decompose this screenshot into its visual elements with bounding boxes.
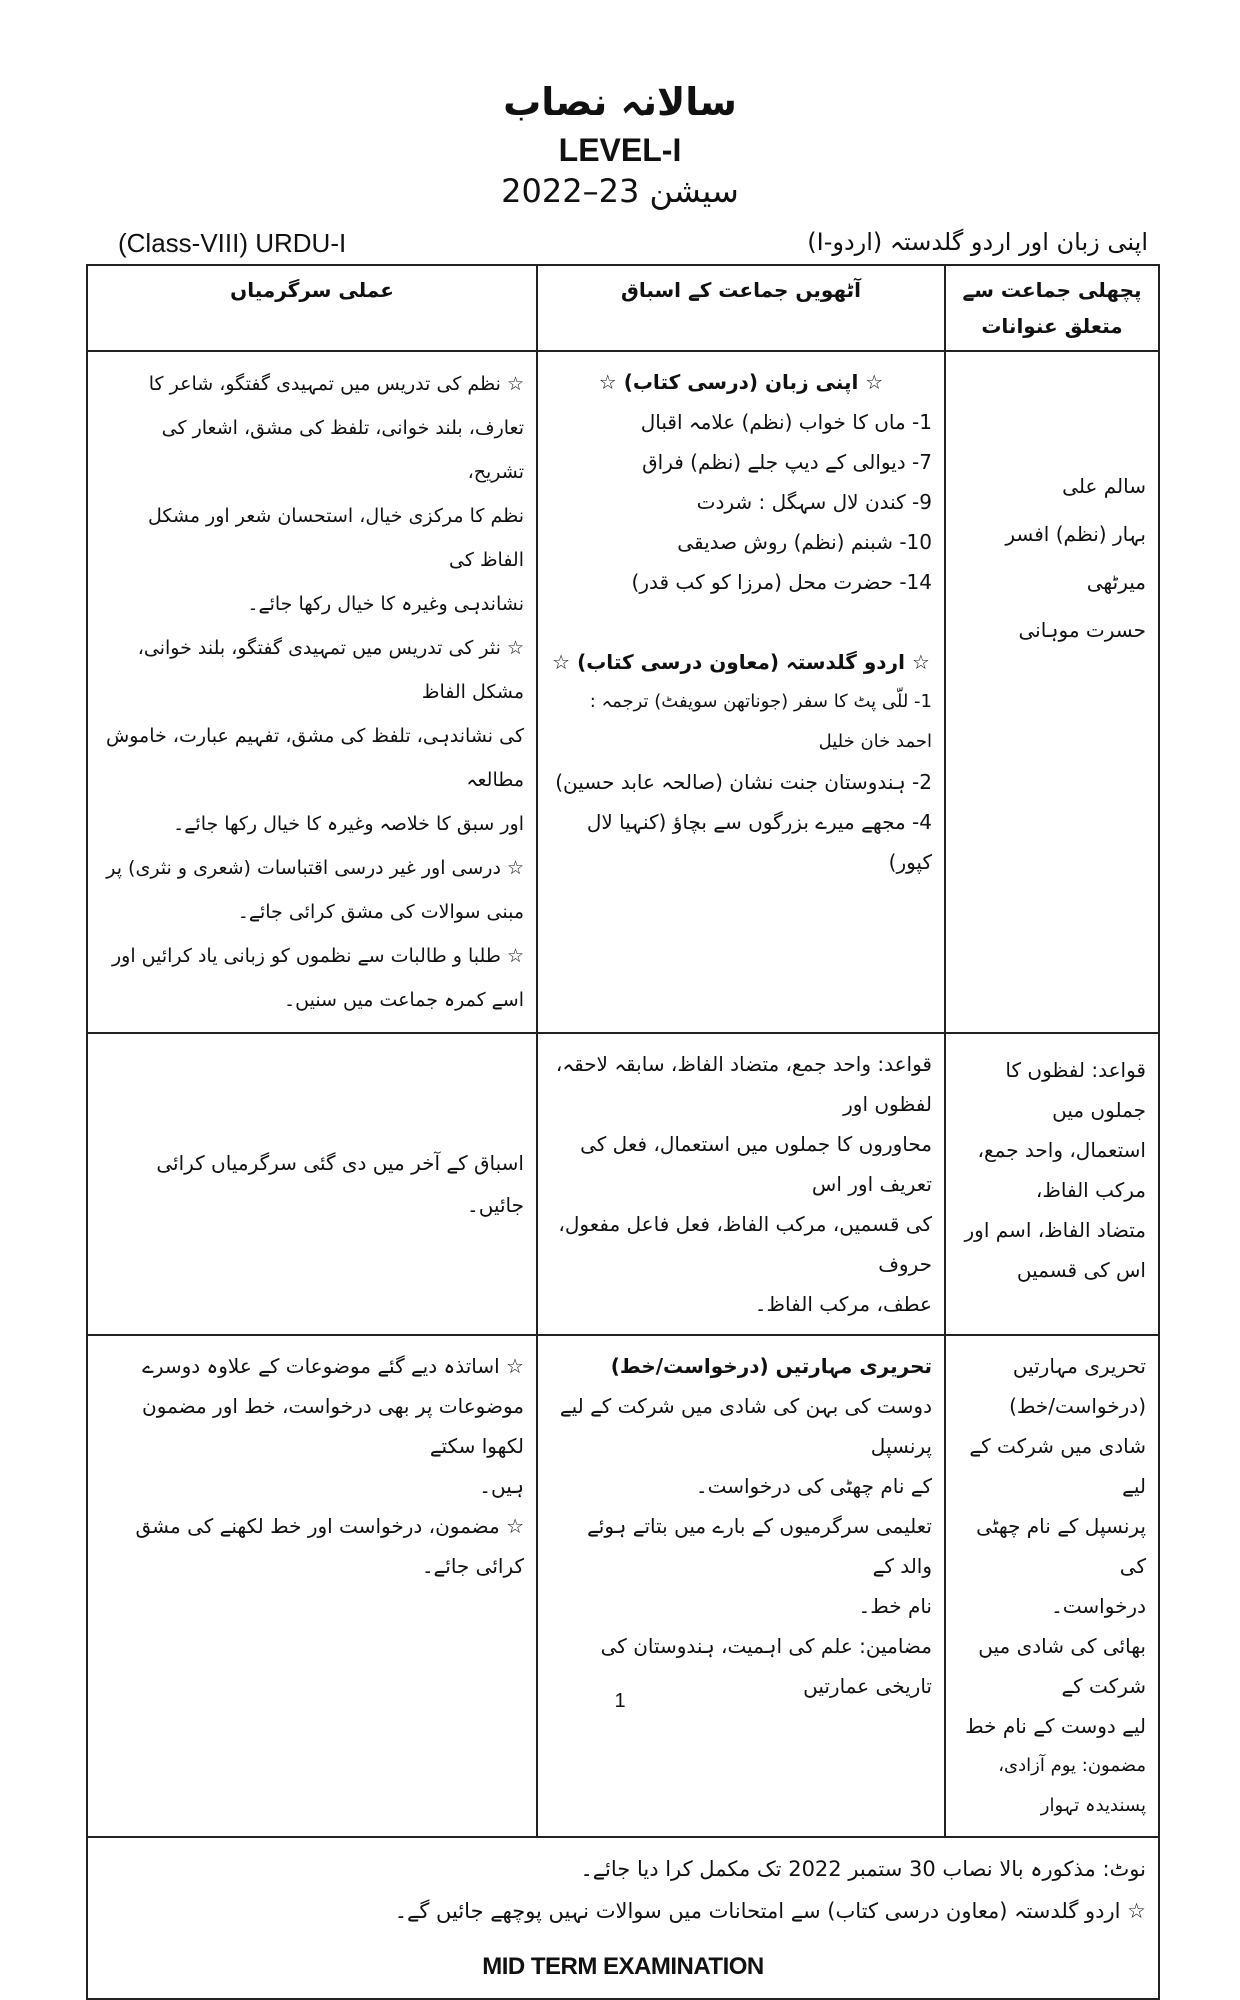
grammar-line: عطف، مرکب الفاظ۔	[754, 1292, 932, 1316]
table-row	[87, 1033, 1159, 1335]
row3-activities	[87, 1335, 537, 1837]
row2-previous-topics	[945, 1033, 1159, 1335]
writing-line: لیے دوست کے نام خط	[965, 1714, 1146, 1738]
activity-line: نظم کا مرکزی خیال، استحسان شعر اور مشکل الفاظ کی	[148, 505, 524, 571]
writing-line: تحریری مہارتیں (درخواست/خط)	[1009, 1354, 1146, 1418]
note-row	[87, 1837, 1159, 1999]
lesson-item: 9- کندن لال سہگل : شردت	[696, 490, 932, 514]
header-previous-topics: پچھلی جماعت سے متعلق عنوانات	[945, 265, 1159, 351]
textbook-heading: ☆ اپنی زبان (درسی کتاب) ☆	[598, 370, 884, 394]
lesson-item: 2- ہندوستان جنت نشان (صالحہ عابد حسین)	[555, 770, 932, 794]
activity-line: ☆ درسی اور غیر درسی اقتباسات (شعری و نثری) پر	[106, 857, 524, 879]
activity-line: موضوعات پر بھی درخواست، خط اور مضمون لکھوا سکتے	[142, 1394, 524, 1458]
grammar-line: قواعد: واحد جمع، متضاد الفاظ، سابقہ لاحقہ، لفظوں اور	[555, 1052, 932, 1116]
list-item: سالم علی	[1062, 474, 1146, 498]
session-label: سیشن 23–2022	[501, 172, 739, 210]
activity-line: اسے کمرہ جماعت میں سنیں۔	[283, 989, 524, 1011]
lesson-item: 4- مجھے میرے بزرگوں سے بچاؤ (کنہیا لال کپور)	[586, 810, 932, 874]
writing-line: تعلیمی سرگرمیوں کے بارے میں بتاتے ہوئے والد کے	[587, 1514, 932, 1578]
writing-line: دوست کی بہن کی شادی میں شرکت کے لیے پرنسپل	[559, 1394, 932, 1458]
row2-lessons	[537, 1033, 945, 1335]
table-row	[87, 351, 1159, 1033]
lesson-item: 1- للّی پٹ کا سفر (جوناتھن سویفٹ) ترجمہ : احمد خان خلیل	[589, 691, 932, 752]
page-number: 1	[614, 1690, 626, 1712]
header-activities: عملی سرگرمیاں	[87, 265, 537, 351]
writing-line: درخواست۔	[1051, 1594, 1146, 1618]
activity-line: مبنی سوالات کی مشق کرائی جائے۔	[237, 901, 524, 923]
lesson-item: 10- شبنم (نظم) روش صدیقی	[677, 530, 932, 554]
activity-line: کی نشاندہی، تلفظ کی مشق، تفہیم عبارت، خاموش مطالعہ	[106, 725, 524, 791]
list-item: بہار (نظم) افسر میرٹھی	[1005, 522, 1146, 594]
lesson-item: 7- دیوالی کے دیپ جلے (نظم) فراق	[642, 450, 932, 474]
table-row	[87, 1335, 1159, 1837]
row1-lessons	[537, 351, 945, 1033]
writing-line: بھائی کی شادی میں شرکت کے	[978, 1634, 1146, 1698]
row3-lessons	[537, 1335, 945, 1837]
table-header-row	[87, 265, 1159, 351]
row3-previous-topics	[945, 1335, 1159, 1837]
writing-line: پرنسپل کے نام چھٹی کی	[976, 1514, 1146, 1578]
grammar-line: متضاد الفاظ، اسم اور اس کی قسمیں	[964, 1218, 1146, 1282]
syllabus-table	[86, 264, 1160, 2000]
row1-previous-topics	[945, 351, 1159, 1033]
writing-line: مضامین: علم کی اہمیت، ہندوستان کی تاریخی عمارتیں	[600, 1634, 932, 1698]
page-title: سالانہ نصاب	[503, 80, 737, 124]
lesson-item: 14- حضرت محل (مرزا کو کب قدر)	[631, 570, 932, 594]
row1-activities	[87, 351, 537, 1033]
activity-line: ☆ اساتذہ دیے گئے موضوعات کے علاوہ دوسرے	[142, 1354, 524, 1378]
activity-line: نشاندہی وغیرہ کا خیال رکھا جائے۔	[247, 593, 524, 615]
activity-line: ہیں۔	[479, 1474, 524, 1498]
lesson-item: 1- ماں کا خواب (نظم) علامہ اقبال	[640, 410, 932, 434]
writing-line: شادی میں شرکت کے لیے	[969, 1434, 1146, 1498]
header-class-lessons: آٹھویں جماعت کے اسباق	[537, 265, 945, 351]
grammar-line: کی قسمیں، مرکب الفاظ، فعل فاعل مفعول، حروف	[558, 1212, 932, 1276]
activity-line: ☆ نظم کی تدریس میں تمہیدی گفتگو، شاعر کا	[148, 373, 524, 395]
activity-line: ☆ نثر کی تدریس میں تمہیدی گفتگو، بلند خوانی، مشکل الفاظ	[137, 637, 524, 703]
mid-term-heading: MID TERM EXAMINATION	[482, 1953, 764, 1980]
note-line: نوٹ: مذکورہ بالا نصاب 30 ستمبر 2022 تک مکمل کرا دیا جائے۔	[580, 1857, 1146, 1881]
grammar-line: قواعد: لفظوں کا جملوں میں	[1005, 1058, 1146, 1122]
activity-line: ☆ طلبا و طالبات سے نظموں کو زبانی یاد کرائیں اور	[111, 945, 524, 967]
note-cell	[87, 1837, 1159, 1999]
supplementary-heading: ☆ اردو گلدستہ (معاون درسی کتاب) ☆	[552, 650, 930, 674]
writing-line: کے نام چھٹی کی درخواست۔	[695, 1474, 932, 1498]
activity-line: اور سبق کا خلاصہ وغیرہ کا خیال رکھا جائے۔	[173, 813, 524, 835]
grammar-line: محاوروں کا جملوں میں استعمال، فعل کی تعریف اور اس	[580, 1132, 932, 1196]
note-line: ☆ اردو گلدستہ (معاون درسی کتاب) سے امتحانات میں سوالات نہیں پوچھے جائیں گے۔	[394, 1899, 1146, 1923]
activity-line: اسباق کے آخر میں دی گئی سرگرمیاں کرائی جائیں۔	[156, 1151, 524, 1217]
activity-line: ☆ مضمون، درخواست اور خط لکھنے کی مشق کرائی جائے۔	[135, 1514, 524, 1578]
level-label: LEVEL-I	[558, 132, 682, 168]
writing-heading: تحریری مہارتیں (درخواست/خط)	[610, 1354, 932, 1378]
activity-line: تعارف، بلند خوانی، تلفظ کی مشق، اشعار کی تشریح،	[161, 417, 524, 483]
class-label: (Class-VIII) URDU-I	[118, 228, 347, 258]
row2-activities	[87, 1033, 537, 1335]
grammar-line: استعمال، واحد جمع، مرکب الفاظ،	[977, 1138, 1146, 1202]
spacer	[550, 602, 932, 642]
list-item: حسرت موہانی	[1018, 618, 1146, 642]
writing-line: نام خط۔	[858, 1594, 932, 1618]
book-label: اپنی زبان اور اردو گلدستہ (اردو-I)	[807, 228, 1148, 256]
writing-line: مضمون: یوم آزادی، پسندیدہ تہوار	[998, 1755, 1146, 1816]
